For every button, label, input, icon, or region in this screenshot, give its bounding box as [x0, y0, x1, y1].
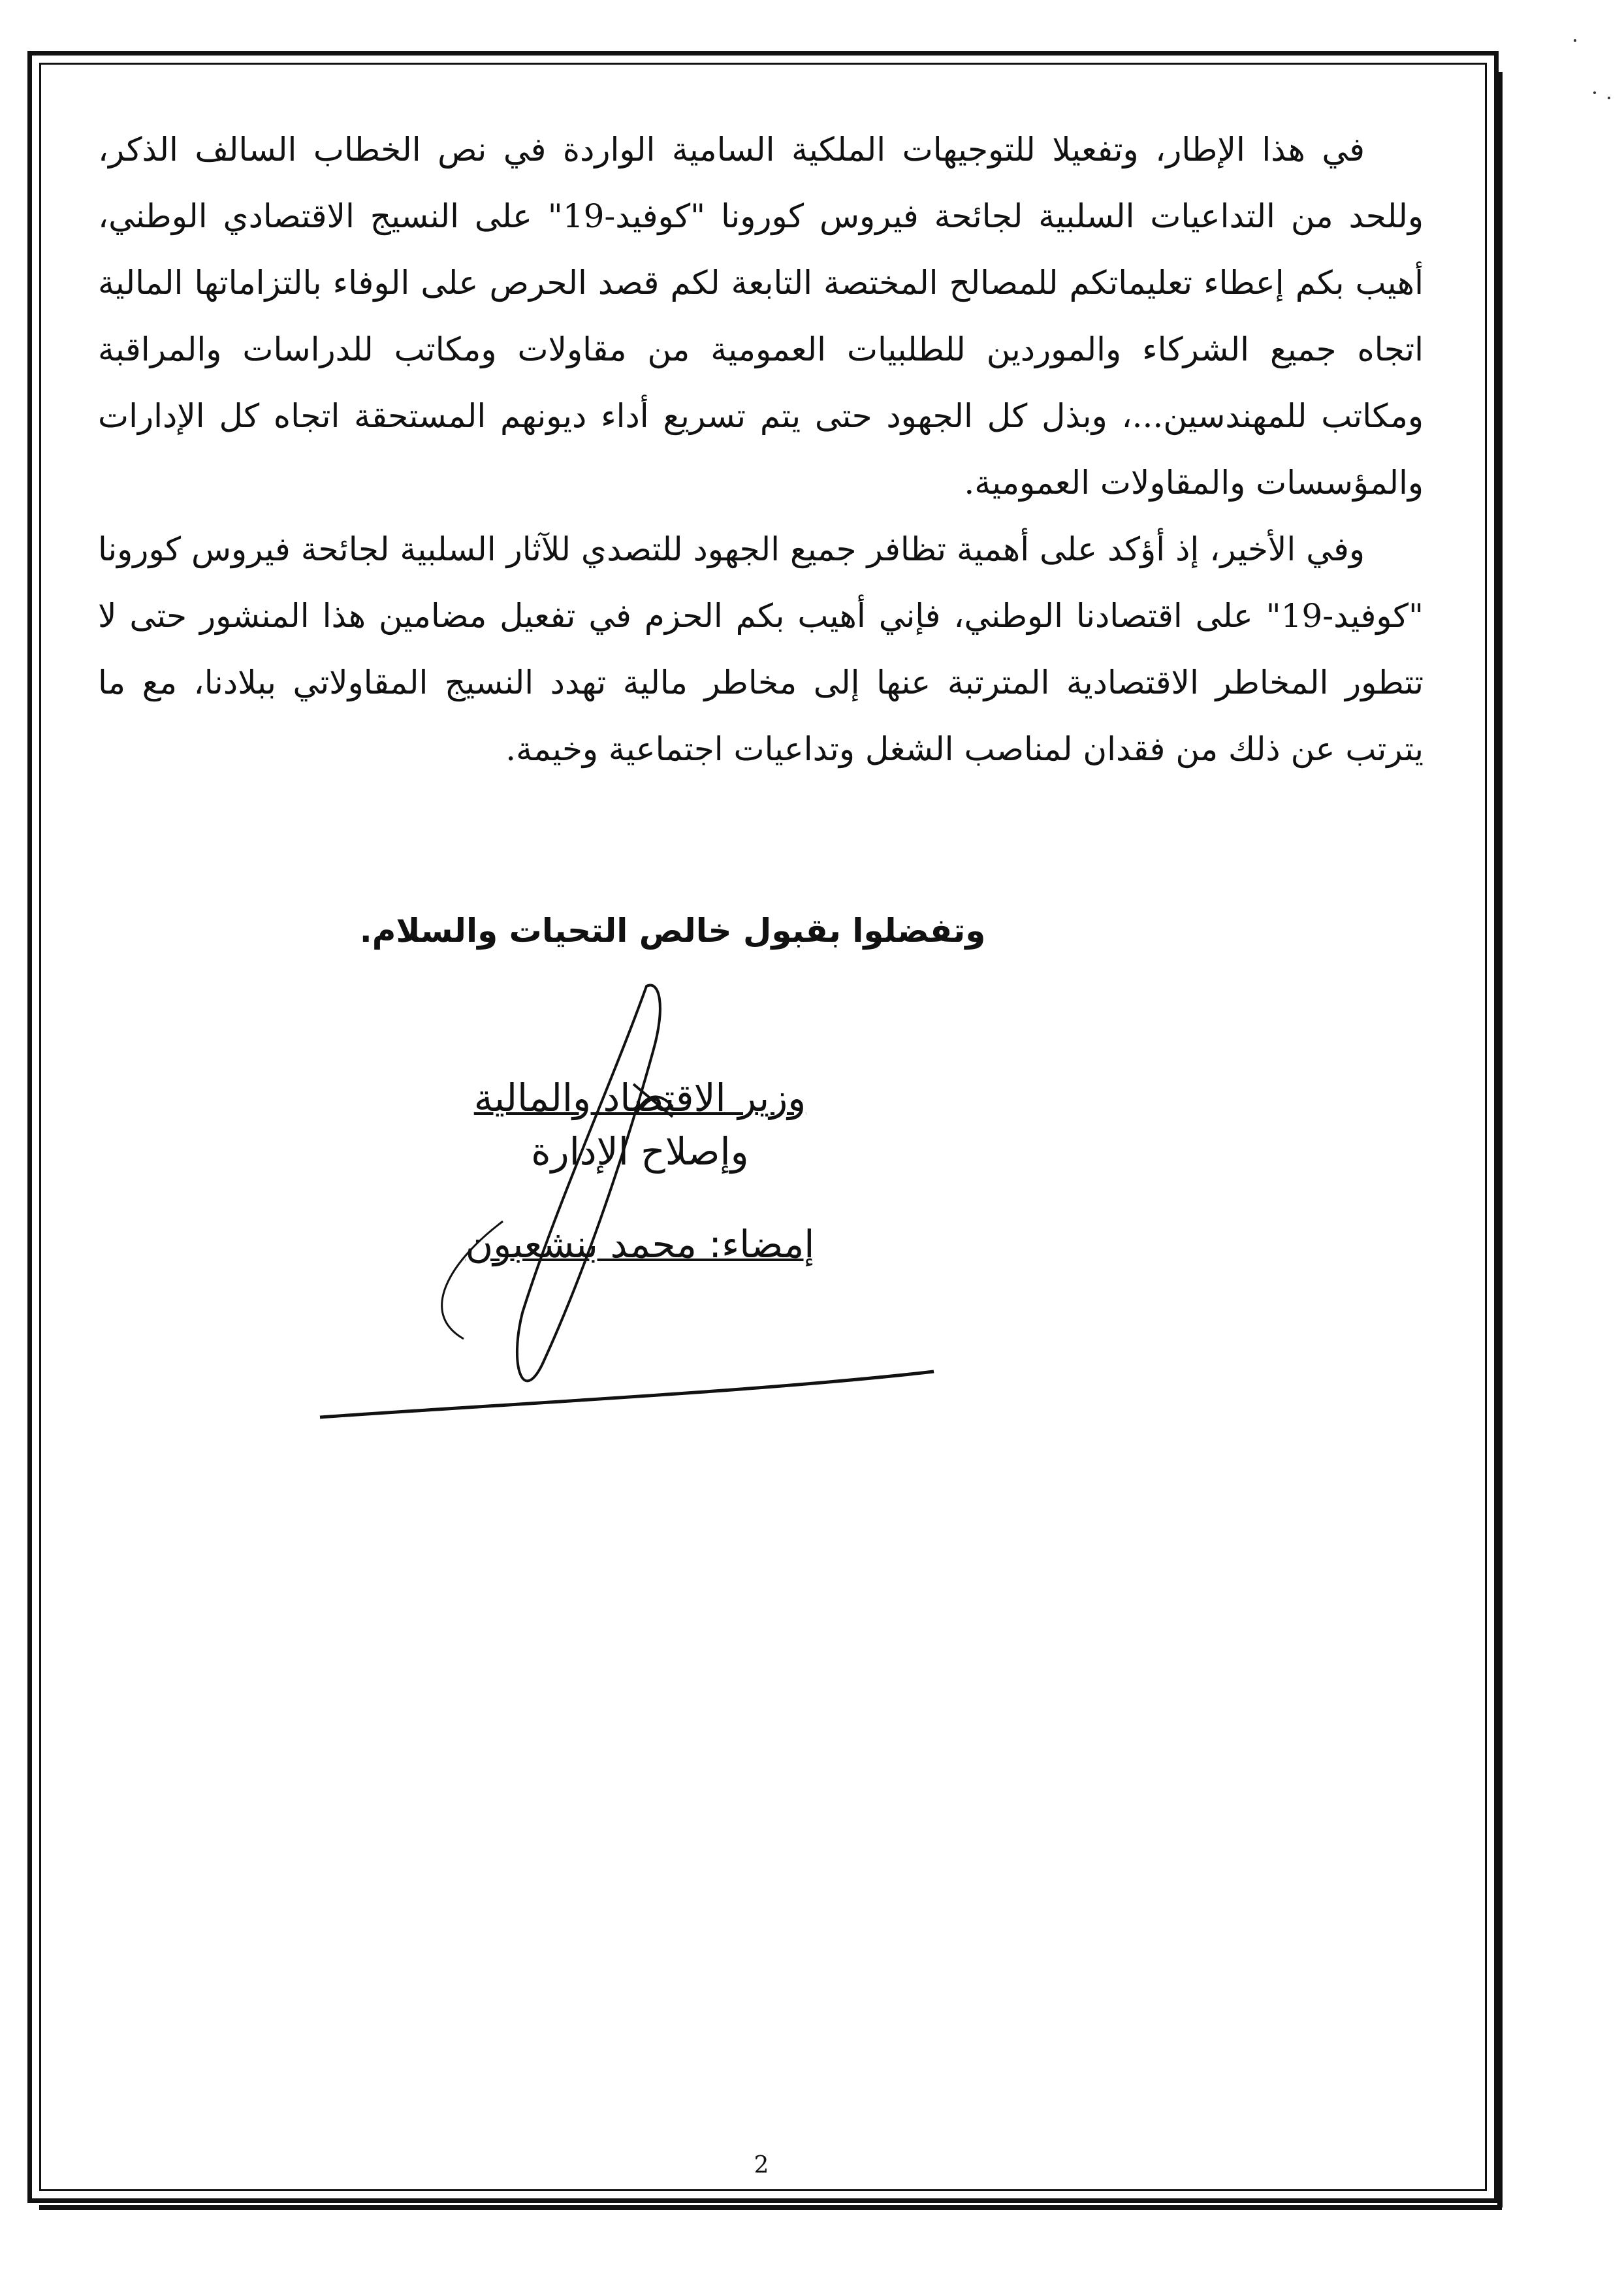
scan-speck [1574, 39, 1576, 42]
body-paragraph-2 [98, 516, 1424, 782]
paragraph-2-text: وفي الأخير، إذ أؤكد على أهمية تظافر جميع الجهود للتصدي للآثار السلبية لجائحة فيروس كورونا "كوفيد-19" على اقتصادنا الوطني، فإني أهيب بكم الحزم في تفعيل مضامين هذا المنشور حتى لا تتطور المخاطر الاقتصادية المترتبة عنها إلى مخاطر مالية تهدد النسيج المقاولاتي ببلادنا، مع ما يترتب عن ذلك من فقدان لمناصب الشغل وتداعيات اجتماعية وخيمة. [98, 530, 1424, 768]
stamp-signed-by: إمضاء: محمد بنشعبون [465, 1222, 815, 1266]
page-border-shadow-right [1497, 72, 1503, 2208]
stamp-minister-title: وزير الاقتصاد والمالية [473, 1076, 806, 1120]
body-paragraph-1 [98, 116, 1424, 516]
closing-salutation: وتفضلوا بقبول خالص التحيات والسلام. [359, 912, 986, 950]
scan-speck [1593, 91, 1596, 94]
paragraph-1-text: في هذا الإطار، وتفعيلا للتوجيهات الملكية السامية الواردة في نص الخطاب السالف الذكر، وللحد من التداعيات السلبية لجائحة فيروس كورونا "كوفيد-19" على النسيج الاقتصادي الوطني، أهيب بكم إعطاء تعليماتكم للمصالح المختصة التابعة لكم قصد الحرص على الوفاء بالتزاماتها المالية اتجاه جميع الشركاء والموردين للطلبيات العمومية من مقاولات ومكاتب للدراسات والمراقبة ومكاتب للمهندسين...، وبذل كل الجهود حتى يتم تسريع أداء ديونهم المستحقة اتجاه كل الإدارات والمؤسسات والمقاولات العمومية. [98, 131, 1424, 502]
scan-speck [1608, 97, 1610, 99]
handwritten-signature [307, 973, 960, 1430]
page-number: 2 [754, 2152, 769, 2179]
stamp-ministry-subtitle: وإصلاح الإدارة [531, 1129, 749, 1174]
page-border-shadow-bottom [39, 2205, 1502, 2210]
